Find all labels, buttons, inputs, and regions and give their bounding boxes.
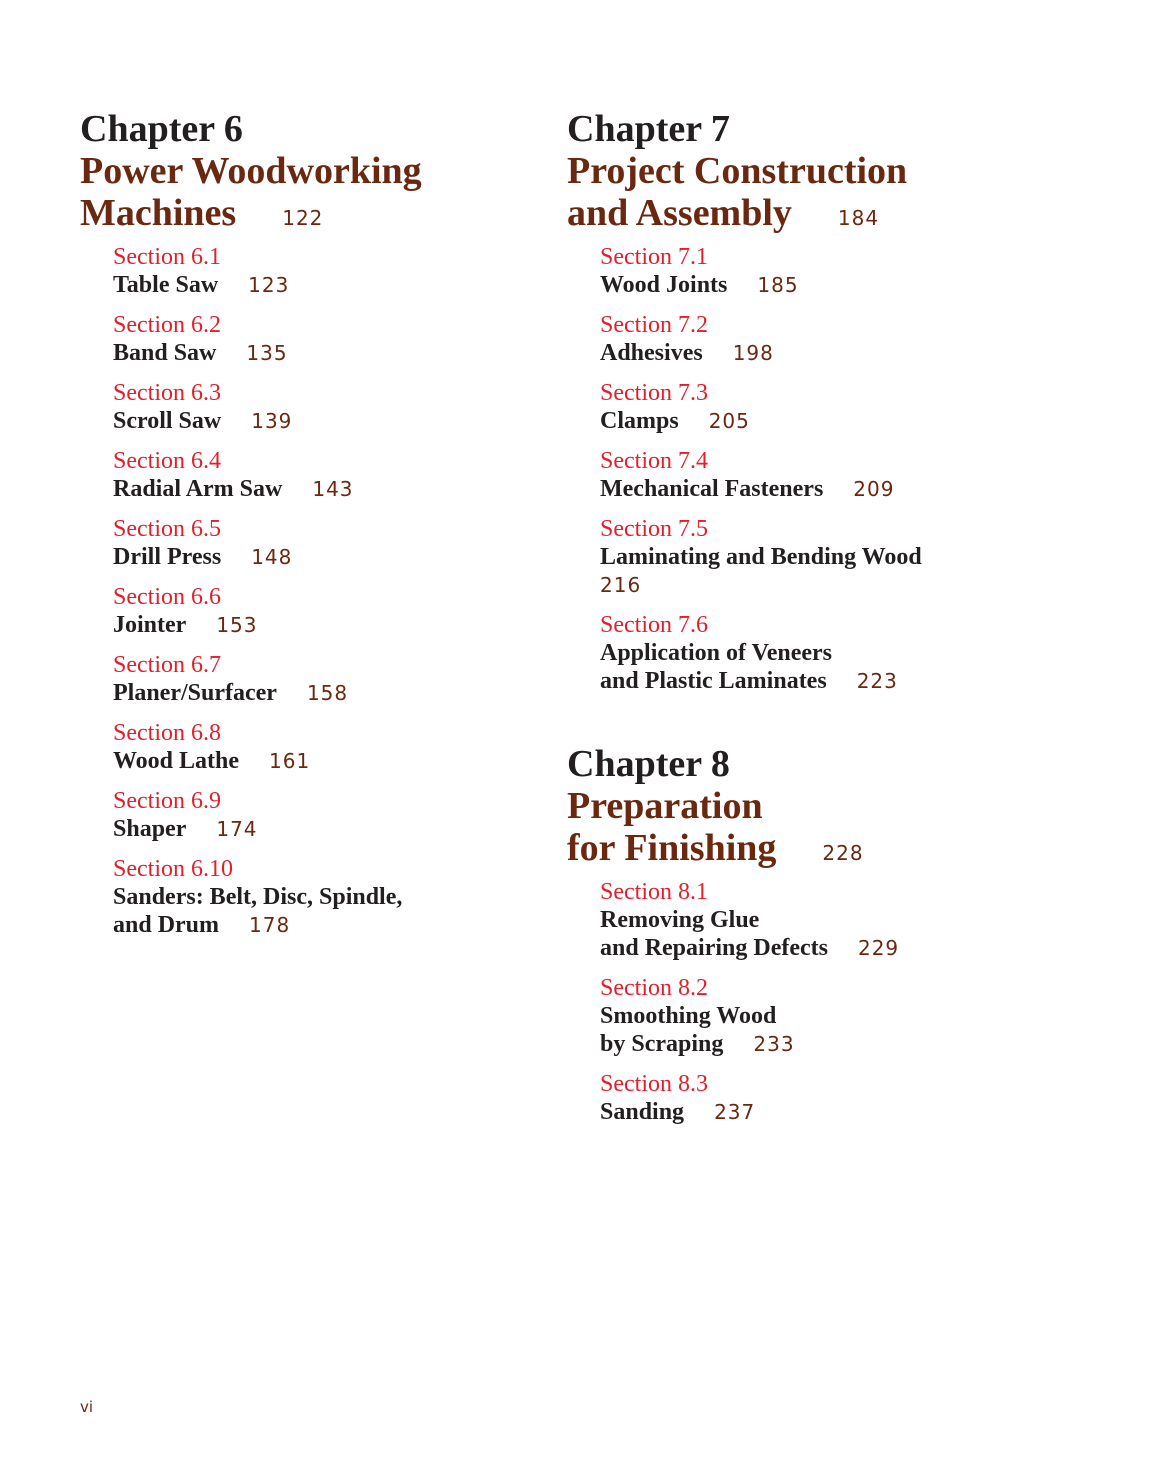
section-title-line [113, 339, 520, 367]
section-title [113, 611, 520, 639]
section-title-text: Planer/Surfacer [113, 680, 277, 706]
section-entry[interactable] [113, 243, 520, 299]
section-entry[interactable] [600, 379, 1007, 435]
chapter-title-line [567, 150, 1007, 192]
section-number: Section 8.1 [600, 879, 708, 905]
section-title [600, 339, 1007, 367]
section-number: Section 6.8 [113, 720, 221, 746]
section-title [600, 1002, 1007, 1058]
section-title-text: Application of Veneers [600, 640, 833, 666]
section-entry[interactable] [600, 243, 1007, 299]
section-page-number[interactable]: 229 [857, 936, 900, 960]
section-number: Section 6.9 [113, 788, 221, 814]
section-number: Section 7.5 [600, 516, 708, 542]
section-page-number[interactable]: 143 [312, 477, 354, 501]
section-number: Section 6.2 [113, 312, 221, 338]
section-entry[interactable] [600, 974, 1007, 1058]
section-list [113, 243, 520, 939]
section-title-line [600, 1002, 1007, 1030]
section-title [113, 543, 520, 571]
section-page-number[interactable]: 223 [856, 669, 898, 693]
chapter-title-line [567, 192, 1007, 239]
section-title-text: Shaper [113, 816, 187, 842]
left-column [80, 108, 520, 951]
chapter-title-line [567, 785, 1007, 827]
section-title-text: Smoothing Wood [600, 1003, 777, 1029]
chapter-title [80, 150, 520, 239]
section-title [600, 271, 1007, 299]
section-title-line [600, 639, 1007, 667]
section-page-number[interactable]: 153 [216, 613, 258, 637]
section-title [600, 407, 1007, 435]
section-title-line [600, 475, 1007, 503]
section-title [113, 679, 520, 707]
section-entry[interactable] [113, 311, 520, 367]
section-page-number[interactable]: 209 [853, 477, 895, 501]
chapter-title-text: Machines [80, 192, 237, 234]
section-entry[interactable] [600, 311, 1007, 367]
section-entry[interactable] [113, 651, 520, 707]
section-number: Section 6.10 [113, 856, 233, 882]
section-title-line [113, 883, 520, 911]
section-title [600, 906, 1007, 962]
chapter-6 [80, 108, 520, 939]
section-page-number[interactable]: 237 [714, 1100, 756, 1124]
chapter-title-text: Power Woodworking [80, 150, 422, 192]
section-title-text: Radial Arm Saw [113, 476, 283, 502]
section-title-text: Wood Lathe [113, 748, 240, 774]
section-page-number[interactable]: 139 [251, 409, 293, 433]
section-title-text: by Scraping [600, 1031, 724, 1057]
section-page-number[interactable]: 174 [216, 817, 258, 841]
section-page-number[interactable]: 148 [251, 545, 293, 569]
section-title-text: Mechanical Fasteners [600, 476, 824, 502]
section-entry[interactable] [600, 515, 1007, 599]
section-title-text: and Drum [113, 912, 220, 938]
section-title [600, 543, 1007, 599]
section-number: Section 8.2 [600, 975, 708, 1001]
section-entry[interactable] [113, 447, 520, 503]
section-entry[interactable] [600, 878, 1007, 962]
chapter-title-text: and Assembly [567, 192, 792, 234]
section-title-text: Table Saw [113, 272, 219, 298]
section-title [600, 1098, 1007, 1126]
section-title [113, 271, 520, 299]
section-title-text: Adhesives [600, 340, 703, 366]
chapter-label: Chapter 8 [567, 743, 730, 785]
section-title-text: Drill Press [113, 544, 222, 570]
section-title-text: Wood Joints [600, 272, 728, 298]
section-number: Section 6.5 [113, 516, 221, 542]
section-page-number[interactable]: 135 [246, 341, 288, 365]
section-title-text: Sanders: Belt, Disc, Spindle, [113, 884, 403, 910]
section-title-text: Jointer [113, 612, 187, 638]
section-entry[interactable] [113, 379, 520, 435]
section-page-number[interactable]: 205 [708, 409, 750, 433]
section-title-line [600, 339, 1007, 367]
section-page-number[interactable]: 216 [600, 573, 642, 597]
section-title-line [113, 271, 520, 299]
page-folio: vi [80, 1398, 94, 1416]
section-list [600, 243, 1007, 695]
section-title-line [113, 475, 520, 503]
section-title-text: Scroll Saw [113, 408, 222, 434]
chapter-title-line [80, 150, 520, 192]
section-title-text: Clamps [600, 408, 679, 434]
section-number: Section 6.7 [113, 652, 221, 678]
section-number: Section 7.6 [600, 612, 708, 638]
section-title-line [600, 934, 1007, 962]
section-title [113, 407, 520, 435]
section-entry[interactable] [113, 515, 520, 571]
chapter-page-number[interactable]: 228 [822, 841, 864, 865]
section-page-number[interactable]: 185 [757, 273, 799, 297]
section-title-text: Removing Glue [600, 907, 760, 933]
section-title-line [113, 407, 520, 435]
section-page-number[interactable]: 161 [269, 749, 311, 773]
section-title-text: Sanding [600, 1099, 685, 1125]
section-title-line [600, 1098, 1007, 1126]
section-number: Section 6.4 [113, 448, 221, 474]
chapter-title-text: Preparation [567, 785, 763, 827]
section-title-line [600, 906, 1007, 934]
section-title-line [600, 667, 1007, 695]
section-entry[interactable] [600, 611, 1007, 695]
section-page-number[interactable]: 158 [306, 681, 349, 705]
chapter-label: Chapter 6 [80, 108, 243, 150]
section-title [600, 475, 1007, 503]
chapter-page-number[interactable]: 122 [282, 206, 324, 230]
section-number: Section 6.3 [113, 380, 221, 406]
section-title-line [113, 543, 520, 571]
chapter-title [567, 785, 1007, 874]
section-title-text: and Repairing Defects [600, 935, 828, 961]
section-title [113, 747, 520, 775]
section-number: Section 6.1 [113, 244, 221, 270]
section-title [113, 815, 520, 843]
chapter-title-text: Project Construction [567, 150, 908, 192]
section-title-text: Laminating and Bending Wood [600, 544, 922, 570]
section-title-text: and Plastic Laminates [600, 668, 827, 694]
section-title-line [600, 1030, 1007, 1058]
section-page-number[interactable]: 178 [249, 913, 291, 937]
section-number: Section 7.4 [600, 448, 708, 474]
section-number: Section 6.6 [113, 584, 221, 610]
section-page-number[interactable]: 233 [753, 1032, 795, 1056]
section-number: Section 8.3 [600, 1071, 708, 1097]
section-page-number[interactable]: 123 [248, 273, 290, 297]
chapter-title-line [567, 827, 1007, 874]
chapter-7 [567, 108, 1007, 695]
chapter-label: Chapter 7 [567, 108, 730, 150]
chapter-title [567, 150, 1007, 239]
section-title [600, 639, 1007, 695]
right-column [567, 108, 1007, 1138]
chapter-page-number[interactable]: 184 [837, 206, 880, 230]
section-title-line [113, 679, 520, 707]
section-title-line [113, 911, 520, 939]
section-title [113, 883, 520, 939]
section-title-text: Band Saw [113, 340, 217, 366]
section-title [113, 475, 520, 503]
section-list [600, 878, 1007, 1126]
section-entry[interactable] [113, 787, 520, 843]
section-number: Section 7.1 [600, 244, 708, 270]
section-title-line [600, 271, 1007, 299]
section-entry[interactable] [600, 1070, 1007, 1126]
section-title-line [113, 747, 520, 775]
section-title-line [600, 407, 1007, 435]
section-title [113, 339, 520, 367]
section-number: Section 7.3 [600, 380, 708, 406]
section-title-line [113, 815, 520, 843]
section-title-line [600, 543, 1007, 571]
section-page-number[interactable]: 198 [732, 341, 774, 365]
section-entry[interactable] [113, 855, 520, 939]
section-entry[interactable] [113, 583, 520, 639]
chapter-title-line [80, 192, 520, 239]
section-title-line [113, 611, 520, 639]
chapter-8 [567, 743, 1007, 1126]
section-number: Section 7.2 [600, 312, 708, 338]
section-entry[interactable] [113, 719, 520, 775]
section-entry[interactable] [600, 447, 1007, 503]
chapter-title-text: for Finishing [567, 827, 777, 869]
